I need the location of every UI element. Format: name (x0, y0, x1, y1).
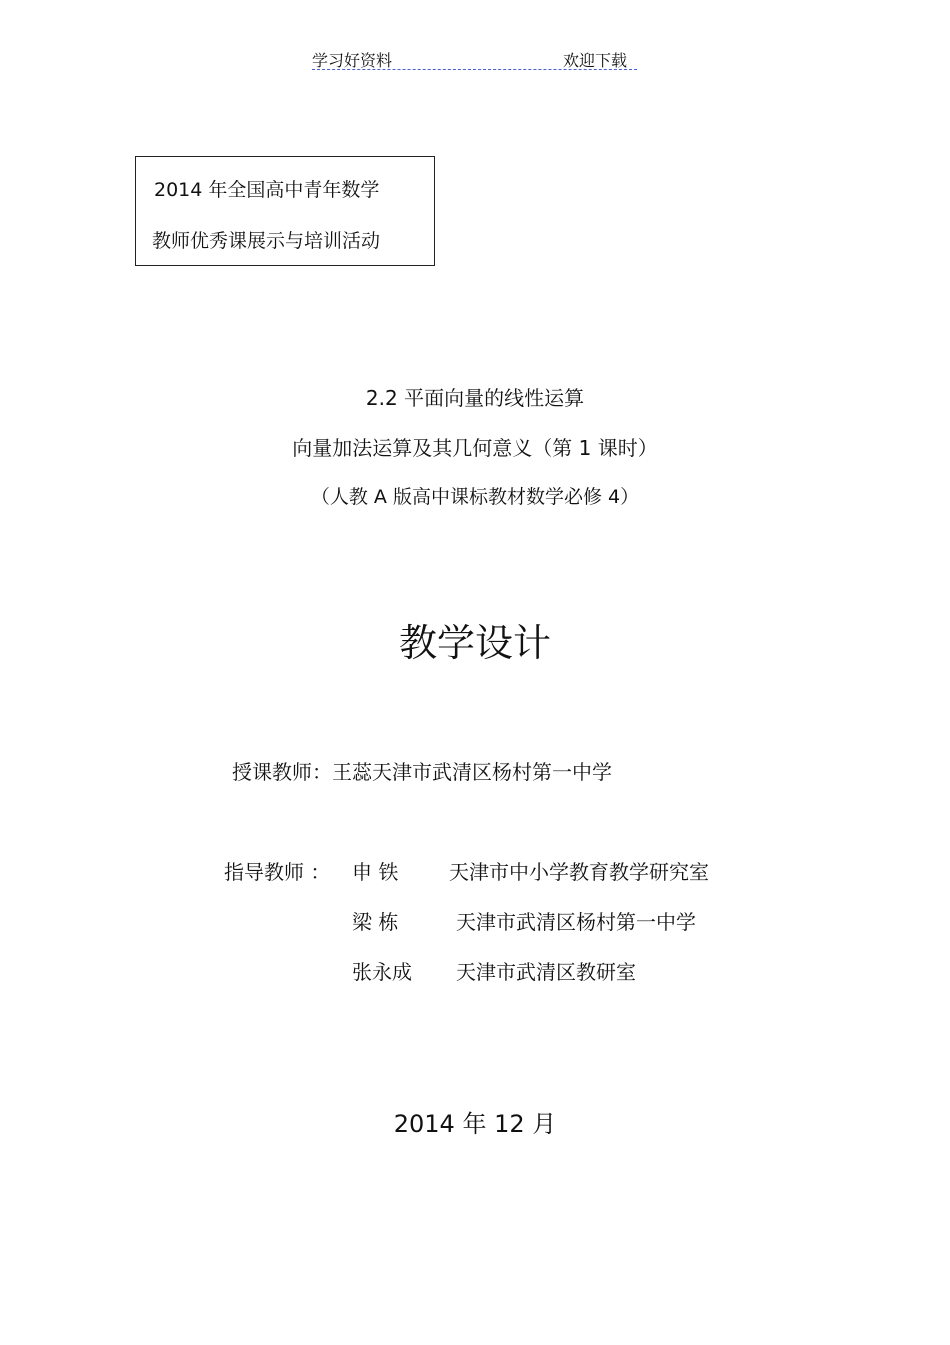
advisor-label: 指导教师 ： (224, 860, 331, 884)
header-left-text: 学习好资料 (312, 51, 393, 70)
textbook-info: （人教 A 版高中课标教材数学必修 4） (310, 486, 640, 508)
event-line-2: 教师优秀课展示与培训活动 (152, 230, 381, 252)
teacher-info: 授课教师：王蕊天津市武清区杨村第一中学 (232, 760, 612, 784)
advisor-name: 申 铁 (352, 860, 399, 884)
lesson-title: 向量加法运算及其几何意义（第 1 课时） (292, 436, 658, 460)
advisor-name: 梁 栋 (352, 910, 399, 934)
header-right-text: 欢迎下载 (563, 51, 628, 70)
advisor-name: 张永成 (352, 960, 412, 984)
event-line-1: 2014 年全国高中青年数学 (154, 179, 380, 201)
advisor-org: 天津市武清区教研室 (456, 960, 636, 984)
document-date: 2014 年 12 月 (393, 1110, 557, 1138)
header-divider (312, 69, 637, 70)
document-title: 教学设计 (398, 621, 551, 665)
section-title: 2.2 平面向量的线性运算 (365, 386, 585, 410)
advisor-org: 天津市武清区杨村第一中学 (456, 910, 696, 934)
advisor-org: 天津市中小学教育教学研究室 (449, 860, 709, 884)
